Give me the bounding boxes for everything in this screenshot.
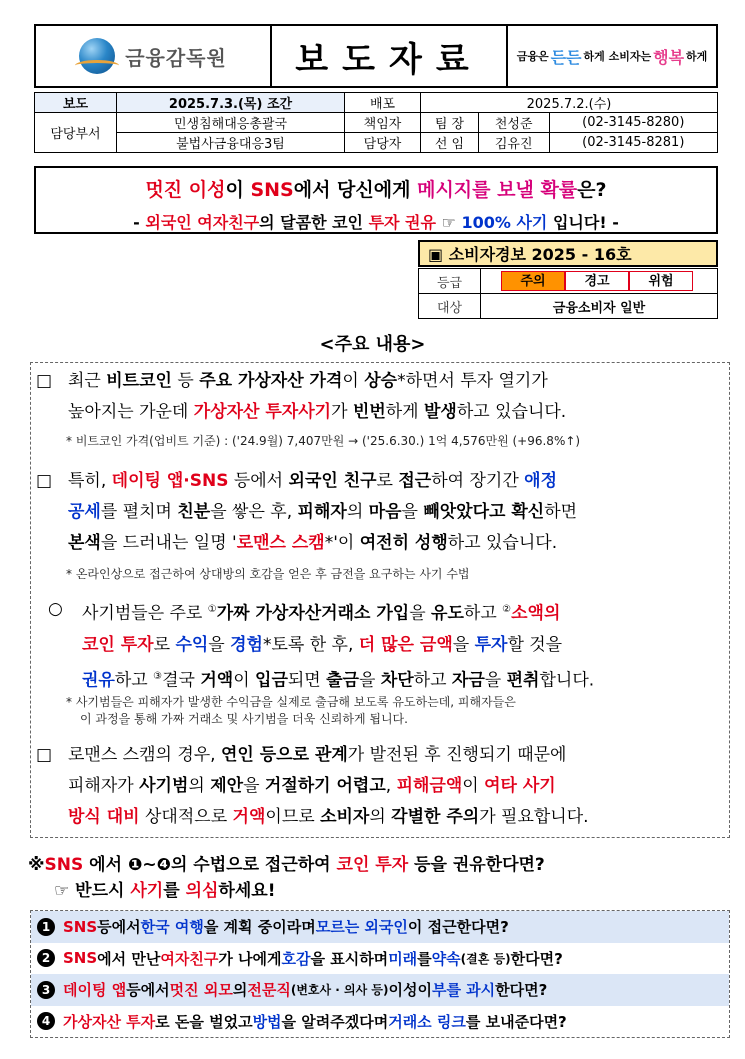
role-name: 천성준: [478, 113, 549, 133]
dept-label: 담당부서: [35, 113, 117, 153]
footnote-3: * 사기범들은 피해자가 발생한 수익금을 실제로 출금해 보도록 유도하는데, 피해자들은 이 과정을 통해 가짜 거래소 및 사기범을 더욱 신뢰하게 됩니다.: [66, 695, 516, 726]
release-label: 보도: [35, 93, 117, 113]
fss-logo: [36, 26, 272, 86]
org-name: 금융감독원: [125, 45, 227, 70]
dept-line: 민생침해대응총괄국: [117, 113, 345, 133]
headline-sub: - 외국인 여자친구의 달콤한 코인 투자 권유 ☞ 100% 사기 입니다! -: [133, 213, 619, 232]
number-badge-icon: 4: [37, 1012, 55, 1030]
role-title: 팀 장: [421, 113, 479, 133]
press-header: [34, 24, 718, 88]
role-name: 김유진: [478, 133, 549, 153]
release-value: 2025.7.3.(목) 조간: [117, 93, 345, 113]
call-to-action: ※SNS 에서 ❶~❹의 수법으로 접근하여 코인 투자 등을 권유한다면? ☞ 반드시 사기를 의심하세요!: [28, 855, 545, 901]
release-info-table: [34, 92, 718, 153]
role-phone: (02-3145-8281): [549, 133, 717, 153]
number-badge-icon: 2: [37, 949, 55, 967]
level-warning: 경고: [565, 271, 629, 291]
dept-line: 불법사금융대응3팀: [117, 133, 345, 153]
role-title: 선 임: [421, 133, 479, 153]
number-badge-icon: 1: [37, 918, 55, 936]
role-phone: (02-3145-8280): [549, 113, 717, 133]
doc-title: 보도자료: [272, 26, 508, 86]
role-label: 담당자: [345, 133, 421, 153]
list-item: 1 SNS 등에서 한국 여행 을 계획 중이라며 모르는 외국인 이 접근한다면?: [31, 911, 729, 943]
globe-logo-icon: [79, 38, 115, 74]
level-danger: 위험: [629, 271, 693, 291]
footnote-2: * 온라인상으로 접근하여 상대방의 호감을 얻은 후 금전을 요구하는 사기 수법: [66, 567, 470, 581]
level-caution: 주의: [501, 271, 565, 291]
headline-box: [34, 166, 718, 234]
grade-label: 등급: [419, 269, 481, 294]
paragraph-1: □ 최근 비트코인 등 주요 가상자산 가격이 상승*하면서 투자 열기가 높아지는 가운데 가상자산 투자사기가 빈번하게 발생하고 있습니다.: [36, 371, 567, 422]
dist-label: 배포: [345, 93, 421, 113]
target-value: 금융소비자 일반: [481, 294, 718, 319]
list-item: 3 데이팅 앱 등에서 멋진 외모 의 전문직 (변호사 · 의사 등) 이성이 부를 과시 한다면?: [31, 974, 729, 1006]
dist-value: 2025.7.2.(수): [421, 93, 718, 113]
section-title: <주요 내용>: [319, 334, 426, 355]
alert-levels: [481, 271, 717, 291]
paragraph-4: □ 로맨스 스캠의 경우, 연인 등으로 관계가 발전된 후 진행되기 때문에 피해자가 사기범의 제안을 거절하기 어렵고, 피해금액이 여타 사기 방식 대비 상대적으로 거액이므로 소비자의 각별한 주의가 필요합니다.: [36, 745, 589, 827]
target-label: 대상: [419, 294, 481, 319]
paragraph-3: ○ 사기범들은 주로 ①가짜 가상자산거래소 가입을 유도하고 ②소액의 코인 투자로 수익을 경험*토록 한 후, 더 많은 금액을 투자할 것을 권유하고 ③결국 거액이 입금되면 출금을 차단하고 자금을 편취합니다.: [48, 599, 595, 691]
paragraph-2: □ 특히, 데이팅 앱·SNS 등에서 외국인 친구로 접근하여 장기간 애정 공세를 펼치며 친분을 쌓은 후, 피해자의 마음을 빼앗았다고 확신하면 본색을 드러내는 일명 '로맨스 스캠*'이 여전히 성행하고 있습니다.: [36, 471, 578, 553]
headline-main: 멋진 이성이 SNS에서 당신에게 메시지를 보낼 확률은?: [145, 179, 607, 201]
consumer-alert-table: [418, 268, 718, 319]
footnote-1: * 비트코인 가격(업비트 기준) : ('24.9월) 7,407만원 → ('25.6.30.) 1억 4,576만원 (+96.8%↑): [66, 434, 581, 448]
number-badge-icon: 3: [37, 981, 55, 999]
slogan: 금융은 든든 하게 소비자는 행복 하게: [516, 47, 708, 67]
scam-methods-list: [30, 910, 730, 1038]
consumer-alert-title: ▣ 소비자경보 2025 - 16호: [418, 240, 718, 267]
role-label: 책임자: [345, 113, 421, 133]
list-item: 4 가상자산 투자 로 돈을 벌었고 방법 을 알려주겠다며 거래소 링크 를 보내준다면?: [31, 1006, 729, 1038]
list-item: 2 SNS 에서 만난 여자친구 가 나에게 호감 을 표시하며 미래 를 약속 (결혼 등) 한다면?: [31, 943, 729, 975]
